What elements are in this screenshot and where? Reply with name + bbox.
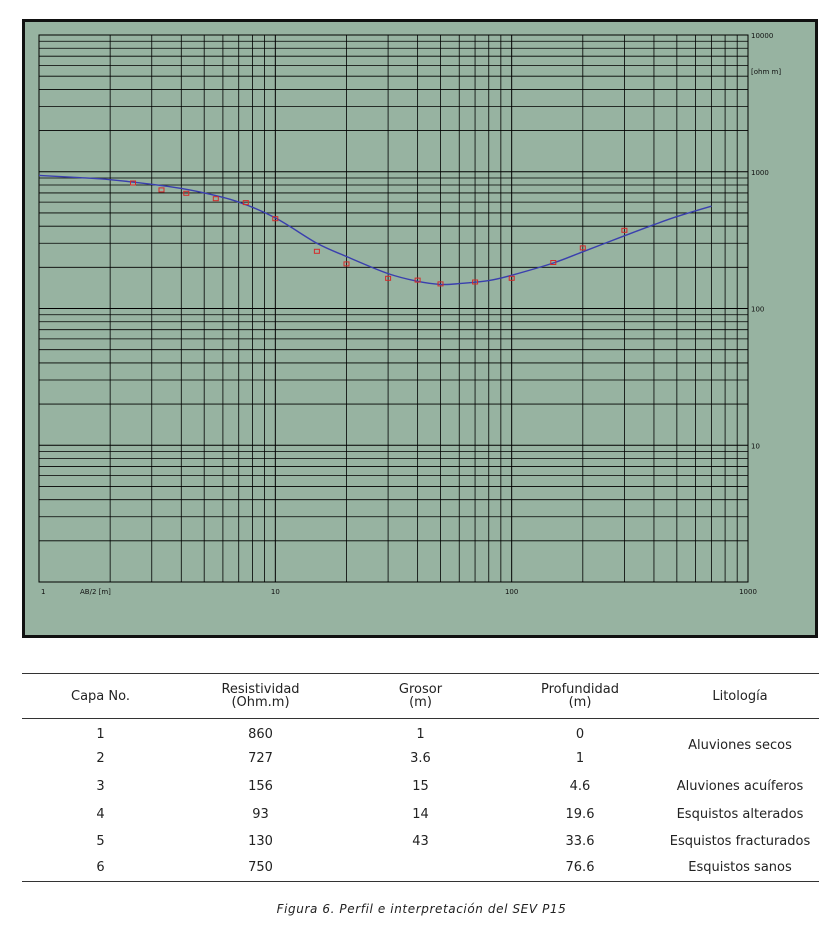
cell-litologia: Esquistos fracturados: [669, 833, 811, 849]
table-row: [22, 801, 819, 828]
y-axis-label: [ohm m]: [751, 68, 782, 76]
cell-grosor: 1: [416, 727, 425, 743]
cell-profundidad: 19.6: [565, 806, 595, 822]
cell-litologia: Aluviones acuíferos: [676, 778, 804, 794]
cell-grosor: 43: [412, 833, 429, 849]
cell-capa: 2: [96, 751, 105, 766]
cell-profundidad: 4.6: [569, 778, 591, 794]
cell-profundidad: 1: [575, 751, 585, 766]
x-tick-label: 1000: [739, 588, 757, 596]
header-resistividad: Resistividad (Ohm.m): [221, 682, 300, 710]
cell-profundidad: 0: [575, 727, 585, 743]
header-litologia: Litología: [712, 688, 768, 704]
cell-capa: 5: [96, 833, 105, 849]
header-grosor: Grosor (m): [398, 682, 443, 710]
cell-litologia: Esquistos sanos: [688, 860, 792, 876]
cell-profundidad: 33.6: [565, 833, 595, 849]
x-tick-label: 100: [504, 588, 519, 596]
table-row: [22, 772, 819, 801]
cell-resistividad: 860: [248, 727, 273, 743]
cell-resistividad: 750: [248, 860, 273, 876]
y-tick-label: 100: [751, 305, 765, 314]
cell-resistividad: 156: [248, 778, 273, 794]
cell-resistividad: 130: [248, 833, 273, 849]
y-tick-label: 1000: [751, 168, 769, 177]
header-capa: Capa No.: [71, 688, 130, 704]
header-profundidad: Profundidad (m): [540, 682, 619, 710]
y-tick-label: 10: [751, 442, 760, 451]
cell-grosor: [342, 855, 499, 882]
cell-capa: 3: [96, 778, 105, 794]
table-row: [22, 855, 819, 882]
cell-capa: 4: [96, 806, 105, 822]
y-tick-label: 10000: [751, 32, 774, 40]
cell-grosor: 14: [412, 806, 429, 822]
table-row: [22, 719, 819, 746]
layer-table: [22, 673, 819, 882]
sev-chart: [22, 19, 818, 638]
chart-background: [25, 22, 815, 635]
cell-capa: 6: [96, 860, 105, 876]
cell-profundidad: 76.6: [565, 860, 595, 876]
cell-capa: 1: [96, 727, 105, 743]
x-tick-label: 1: [41, 588, 46, 596]
figure-caption: Figura 6. Perfil e interpretación del SEV P15: [276, 902, 567, 916]
cell-resistividad: 727: [248, 751, 273, 766]
x-tick-label: 10: [270, 588, 280, 596]
sev-chart-svg: [22, 19, 818, 638]
table-row: [22, 828, 819, 855]
cell-litologia: Esquistos alterados: [676, 806, 804, 822]
cell-litologia: Aluviones secos: [688, 737, 792, 753]
cell-resistividad: 93: [252, 806, 269, 822]
x-axis-label: AB/2 [m]: [80, 588, 111, 596]
cell-grosor: 3.6: [410, 751, 431, 766]
cell-grosor: 15: [412, 778, 429, 794]
table-header-row: [22, 674, 819, 719]
